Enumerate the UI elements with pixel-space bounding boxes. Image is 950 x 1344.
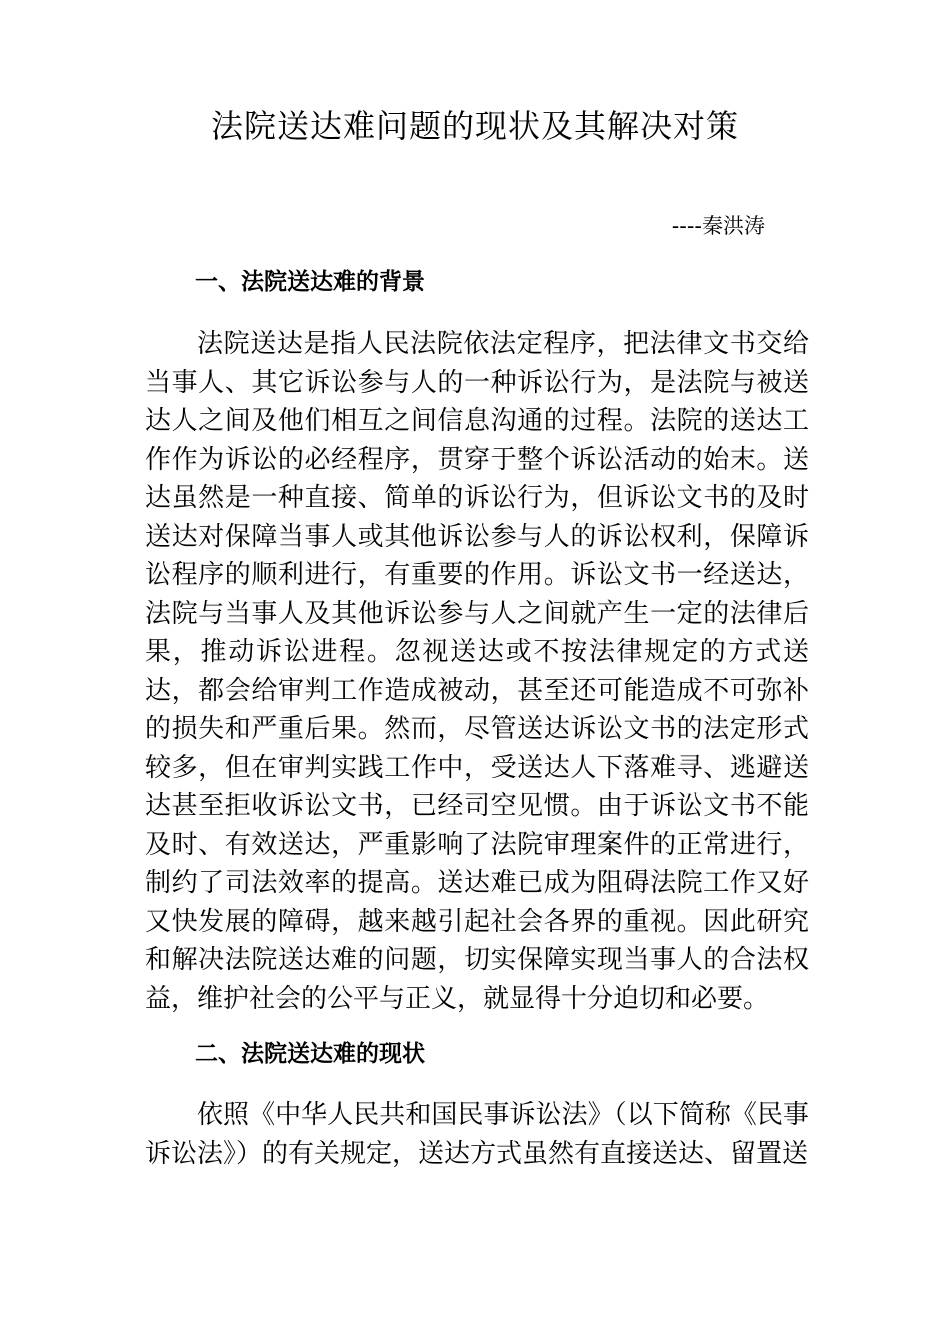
author-line: ----秦洪涛 <box>671 214 765 238</box>
section-heading-background: 一、法院送达难的背景 <box>195 269 425 295</box>
section-heading-status: 二、法院送达难的现状 <box>195 1041 425 1067</box>
document-title: 法院送达难问题的现状及其解决对策 <box>210 107 739 145</box>
section-paragraph-status: 依照《中华人民共和国民事诉讼法》（以下简称《民事诉讼法》）的有关规定，送达方式虽然有直接送达、留置送 <box>145 1100 809 1169</box>
section-paragraph-background: 法院送达是指人民法院依法定程序，把法律文书交给当事人、其它诉讼参与人的一种诉讼行为，是法院与被送达人之间及他们相互之间信息沟通的过程。法院的送达工作作为诉讼的必经程序，贯穿于整个诉讼活动的始末。送达虽然是一种直接、简单的诉讼行为，但诉讼文书的及时送达对保障当事人或其他诉讼参与人的诉讼权利，保障诉讼程序的顺利进行，有重要的作用。诉讼文书一经送达，法院与当事人及其他诉讼参与人之间就产生一定的法律后果，推动诉讼进程。忽视送达或不按法律规定的方式送达，都会给审判工作造成被动，甚至还可能造成不可弥补的损失和严重后果。然而，尽管送达诉讼文书的法定形式较多，但在审判实践工作中，受送达人下落难寻、逃避送达甚至拒收诉讼文书，已经司空见惯。由于诉讼文书不能及时、有效送达，严重影响了法院审理案件的正常进行，制约了司法效率的提高。送达难已成为阻碍法院工作又好又快发展的障碍，越来越引起社会各界的重视。因此研究和解决法院送达难的问题，切实保障实现当事人的合法权益，维护社会的公平与正义，就显得十分迫切和必要。 <box>145 329 809 1014</box>
